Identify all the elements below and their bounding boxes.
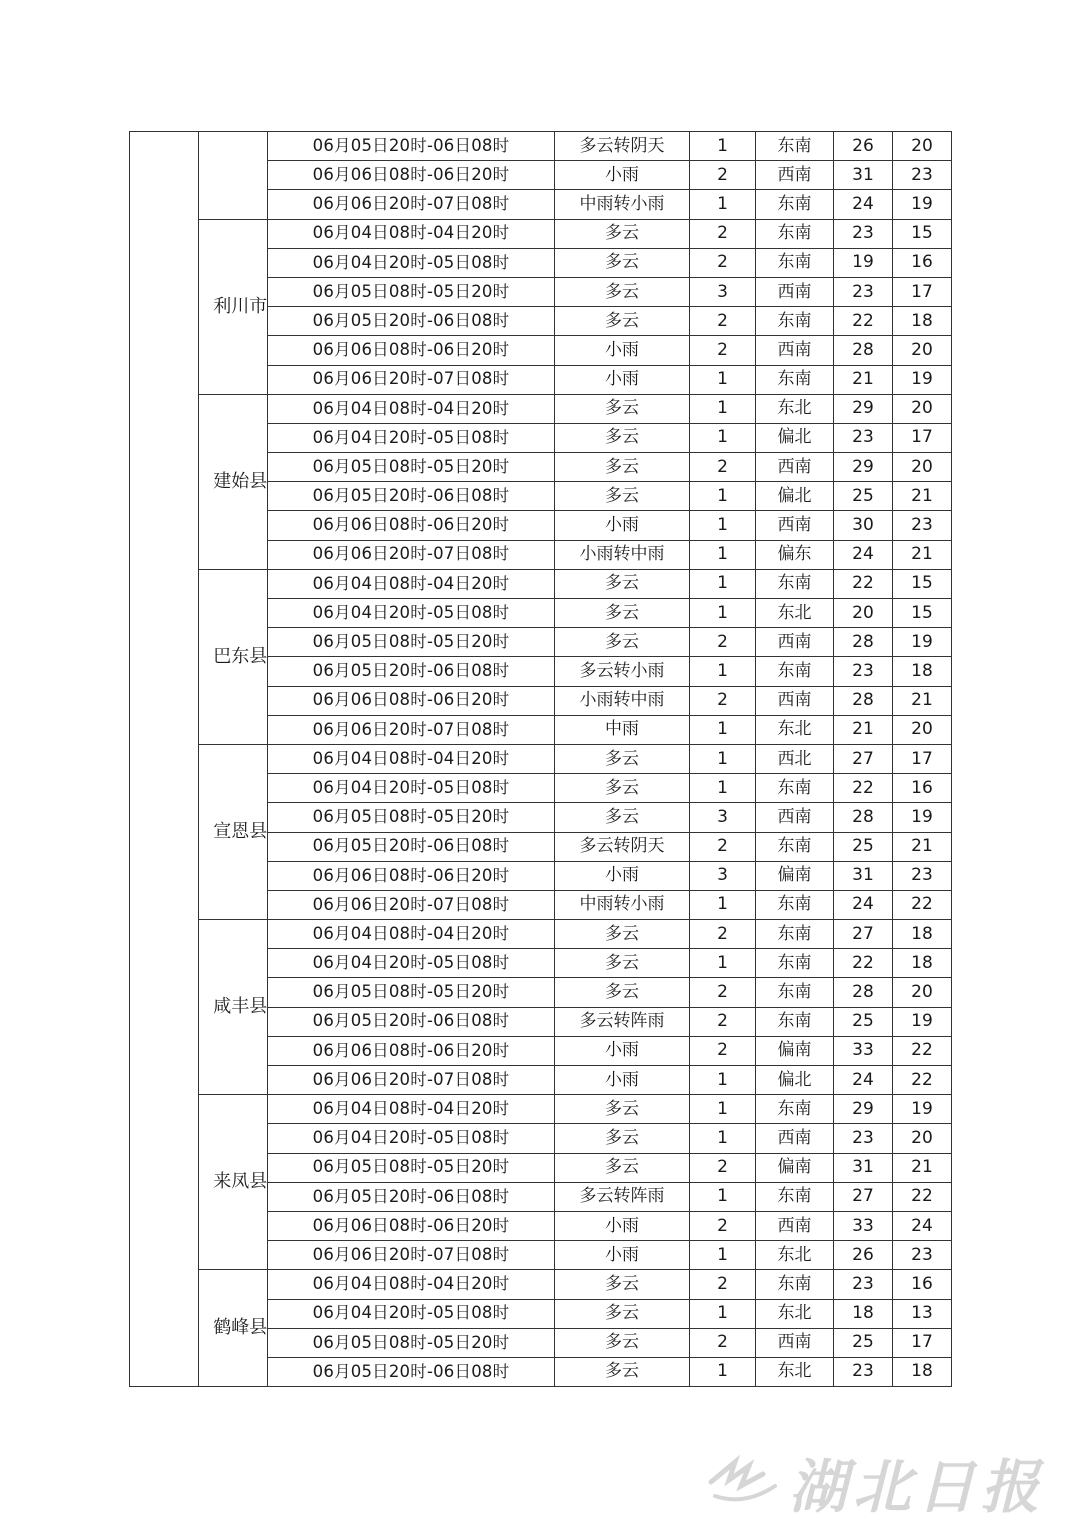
wind-direction-cell: 西南: [756, 628, 834, 657]
wind-level-cell: 1: [690, 715, 756, 744]
weather-cell: 多云: [555, 277, 690, 306]
weather-cell: 多云转阵雨: [555, 1182, 690, 1211]
wind-level-cell: 1: [690, 890, 756, 919]
wind-level-cell: 2: [690, 1153, 756, 1182]
max-temp-cell: 23: [834, 219, 893, 248]
forecast-period-cell: 06月05日20时-06日08时: [268, 482, 555, 511]
min-temp-cell: 18: [893, 307, 952, 336]
weather-cell: 小雨: [555, 1036, 690, 1065]
max-temp-cell: 23: [834, 423, 893, 452]
county-cell: [199, 920, 268, 1095]
wind-direction-cell: 东北: [756, 599, 834, 628]
table-row: [130, 132, 952, 161]
wind-direction-cell: 东南: [756, 307, 834, 336]
wind-direction-cell: 西南: [756, 453, 834, 482]
weather-cell: 小雨: [555, 861, 690, 890]
max-temp-cell: 30: [834, 511, 893, 540]
max-temp-cell: 27: [834, 920, 893, 949]
weather-cell: 小雨: [555, 1241, 690, 1270]
county-cell: [199, 219, 268, 394]
weather-forecast-table: [129, 131, 952, 1387]
table-row: [130, 744, 952, 773]
forecast-period-cell: 06月04日20时-05日08时: [268, 774, 555, 803]
wind-level-cell: 2: [690, 920, 756, 949]
min-temp-cell: 15: [893, 599, 952, 628]
max-temp-cell: 29: [834, 453, 893, 482]
min-temp-cell: 18: [893, 1357, 952, 1386]
weather-cell: 多云: [555, 1153, 690, 1182]
min-temp-cell: 18: [893, 920, 952, 949]
wind-level-cell: 1: [690, 190, 756, 219]
wind-level-cell: 2: [690, 219, 756, 248]
min-temp-cell: 19: [893, 1007, 952, 1036]
forecast-period-cell: 06月06日20时-07日08时: [268, 365, 555, 394]
region-cell: [130, 132, 199, 1387]
forecast-period-cell: 06月05日08时-05日20时: [268, 1153, 555, 1182]
weather-cell: 多云: [555, 628, 690, 657]
wind-level-cell: 2: [690, 248, 756, 277]
wind-direction-cell: 东南: [756, 1182, 834, 1211]
table-row: [130, 394, 952, 423]
county-name: 宣恩县: [213, 821, 268, 842]
forecast-period-cell: 06月05日08时-05日20时: [268, 1328, 555, 1357]
max-temp-cell: 31: [834, 1153, 893, 1182]
max-temp-cell: 27: [834, 744, 893, 773]
table-body: [130, 132, 952, 1387]
weather-cell: 多云: [555, 1357, 690, 1386]
wind-level-cell: 1: [690, 1095, 756, 1124]
min-temp-cell: 19: [893, 190, 952, 219]
wind-direction-cell: 西北: [756, 744, 834, 773]
wind-level-cell: 1: [690, 365, 756, 394]
wind-level-cell: 1: [690, 132, 756, 161]
min-temp-cell: 19: [893, 365, 952, 394]
forecast-period-cell: 06月06日20时-07日08时: [268, 890, 555, 919]
wind-level-cell: 1: [690, 394, 756, 423]
wind-direction-cell: 东南: [756, 248, 834, 277]
wind-direction-cell: 西南: [756, 511, 834, 540]
min-temp-cell: 20: [893, 715, 952, 744]
max-temp-cell: 18: [834, 1299, 893, 1328]
forecast-period-cell: 06月05日08时-05日20时: [268, 803, 555, 832]
forecast-period-cell: 06月04日20时-05日08时: [268, 599, 555, 628]
wind-level-cell: 2: [690, 1270, 756, 1299]
wind-direction-cell: 东南: [756, 832, 834, 861]
min-temp-cell: 22: [893, 1182, 952, 1211]
forecast-period-cell: 06月04日20时-05日08时: [268, 423, 555, 452]
max-temp-cell: 23: [834, 277, 893, 306]
table-row: [130, 920, 952, 949]
weather-cell: 小雨转中雨: [555, 540, 690, 569]
min-temp-cell: 22: [893, 890, 952, 919]
forecast-period-cell: 06月04日20时-05日08时: [268, 1299, 555, 1328]
wind-direction-cell: 东南: [756, 920, 834, 949]
weather-cell: 多云: [555, 482, 690, 511]
wind-direction-cell: 偏南: [756, 1036, 834, 1065]
forecast-period-cell: 06月04日20时-05日08时: [268, 949, 555, 978]
wind-level-cell: 1: [690, 949, 756, 978]
wind-direction-cell: 东南: [756, 219, 834, 248]
wind-direction-cell: 东南: [756, 132, 834, 161]
weather-cell: 多云: [555, 920, 690, 949]
forecast-period-cell: 06月06日20时-07日08时: [268, 715, 555, 744]
max-temp-cell: 31: [834, 161, 893, 190]
wind-direction-cell: 偏东: [756, 540, 834, 569]
wind-level-cell: 2: [690, 307, 756, 336]
forecast-period-cell: 06月06日08时-06日20时: [268, 1211, 555, 1240]
min-temp-cell: 18: [893, 657, 952, 686]
min-temp-cell: 17: [893, 423, 952, 452]
wind-level-cell: 2: [690, 453, 756, 482]
wind-direction-cell: 偏南: [756, 1153, 834, 1182]
county-cell: [199, 1095, 268, 1270]
forecast-period-cell: 06月06日20时-07日08时: [268, 1241, 555, 1270]
county-name: 来凤县: [213, 1171, 268, 1193]
weather-cell: 小雨: [555, 365, 690, 394]
max-temp-cell: 21: [834, 365, 893, 394]
county-name: 鹤峰县: [213, 1317, 268, 1339]
wind-level-cell: 2: [690, 1211, 756, 1240]
max-temp-cell: 21: [834, 715, 893, 744]
min-temp-cell: 19: [893, 628, 952, 657]
min-temp-cell: 18: [893, 949, 952, 978]
county-name: 巴东县: [213, 645, 268, 667]
min-temp-cell: 20: [893, 336, 952, 365]
weather-cell: 多云: [555, 978, 690, 1007]
min-temp-cell: 23: [893, 861, 952, 890]
wind-direction-cell: 西南: [756, 277, 834, 306]
wind-level-cell: 3: [690, 803, 756, 832]
min-temp-cell: 19: [893, 803, 952, 832]
max-temp-cell: 24: [834, 540, 893, 569]
min-temp-cell: 21: [893, 482, 952, 511]
min-temp-cell: 17: [893, 277, 952, 306]
min-temp-cell: 20: [893, 453, 952, 482]
table-row: [130, 1095, 952, 1124]
forecast-period-cell: 06月05日20时-06日08时: [268, 307, 555, 336]
wind-level-cell: 2: [690, 628, 756, 657]
max-temp-cell: 22: [834, 307, 893, 336]
min-temp-cell: 24: [893, 1211, 952, 1240]
max-temp-cell: 28: [834, 686, 893, 715]
table-row: [130, 1270, 952, 1299]
max-temp-cell: 19: [834, 248, 893, 277]
weather-cell: 多云: [555, 744, 690, 773]
wind-level-cell: 1: [690, 1357, 756, 1386]
wind-direction-cell: 西南: [756, 686, 834, 715]
max-temp-cell: 20: [834, 599, 893, 628]
wind-direction-cell: 东南: [756, 569, 834, 598]
forecast-period-cell: 06月04日08时-04日20时: [268, 744, 555, 773]
max-temp-cell: 25: [834, 832, 893, 861]
county-cell: [199, 394, 268, 569]
wind-direction-cell: 东南: [756, 978, 834, 1007]
max-temp-cell: 28: [834, 336, 893, 365]
wind-direction-cell: 东南: [756, 190, 834, 219]
wind-level-cell: 2: [690, 1036, 756, 1065]
forecast-period-cell: 06月06日08时-06日20时: [268, 1036, 555, 1065]
forecast-period-cell: 06月04日20时-05日08时: [268, 248, 555, 277]
wind-level-cell: 1: [690, 540, 756, 569]
max-temp-cell: 23: [834, 1357, 893, 1386]
wind-level-cell: 1: [690, 1124, 756, 1153]
wind-level-cell: 1: [690, 657, 756, 686]
weather-cell: 小雨: [555, 511, 690, 540]
wind-level-cell: 2: [690, 978, 756, 1007]
wind-direction-cell: 西南: [756, 803, 834, 832]
weather-cell: 小雨: [555, 161, 690, 190]
forecast-period-cell: 06月05日08时-05日20时: [268, 978, 555, 1007]
min-temp-cell: 20: [893, 394, 952, 423]
forecast-period-cell: 06月06日20时-07日08时: [268, 1066, 555, 1095]
wind-level-cell: 1: [690, 482, 756, 511]
wind-direction-cell: 西南: [756, 1211, 834, 1240]
weather-cell: 多云: [555, 423, 690, 452]
wind-direction-cell: 西南: [756, 1124, 834, 1153]
wind-direction-cell: 偏北: [756, 482, 834, 511]
weather-cell: 多云转阵雨: [555, 1007, 690, 1036]
min-temp-cell: 21: [893, 540, 952, 569]
forecast-period-cell: 06月05日20时-06日08时: [268, 657, 555, 686]
min-temp-cell: 19: [893, 1095, 952, 1124]
weather-cell: 多云: [555, 803, 690, 832]
wind-level-cell: 1: [690, 1299, 756, 1328]
max-temp-cell: 28: [834, 978, 893, 1007]
max-temp-cell: 28: [834, 803, 893, 832]
forecast-period-cell: 06月04日08时-04日20时: [268, 394, 555, 423]
wind-direction-cell: 西南: [756, 161, 834, 190]
max-temp-cell: 24: [834, 190, 893, 219]
weather-cell: 多云: [555, 307, 690, 336]
wind-level-cell: 1: [690, 569, 756, 598]
county-cell: [199, 1270, 268, 1387]
wind-direction-cell: 东南: [756, 1270, 834, 1299]
forecast-period-cell: 06月05日20时-06日08时: [268, 1007, 555, 1036]
forecast-period-cell: 06月05日20时-06日08时: [268, 1357, 555, 1386]
county-name: 利川市: [213, 295, 268, 317]
max-temp-cell: 28: [834, 628, 893, 657]
max-temp-cell: 26: [834, 1241, 893, 1270]
county-cell: [199, 569, 268, 744]
forecast-period-cell: 06月05日08时-05日20时: [268, 277, 555, 306]
wind-direction-cell: 偏北: [756, 423, 834, 452]
max-temp-cell: 23: [834, 657, 893, 686]
table-row: [130, 219, 952, 248]
min-temp-cell: 20: [893, 132, 952, 161]
max-temp-cell: 29: [834, 394, 893, 423]
weather-cell: 多云: [555, 1095, 690, 1124]
min-temp-cell: 20: [893, 1124, 952, 1153]
wind-level-cell: 2: [690, 336, 756, 365]
min-temp-cell: 16: [893, 1270, 952, 1299]
wind-level-cell: 2: [690, 832, 756, 861]
weather-cell: 多云转阴天: [555, 832, 690, 861]
weather-cell: 多云转阴天: [555, 132, 690, 161]
weather-cell: 多云: [555, 1124, 690, 1153]
wind-level-cell: 1: [690, 423, 756, 452]
forecast-period-cell: 06月04日08时-04日20时: [268, 1095, 555, 1124]
wind-level-cell: 1: [690, 1182, 756, 1211]
wind-direction-cell: 东北: [756, 715, 834, 744]
max-temp-cell: 25: [834, 1328, 893, 1357]
wind-level-cell: 1: [690, 1241, 756, 1270]
wind-level-cell: 1: [690, 744, 756, 773]
weather-cell: 多云: [555, 599, 690, 628]
forecast-period-cell: 06月04日20时-05日08时: [268, 1124, 555, 1153]
max-temp-cell: 23: [834, 1124, 893, 1153]
wind-direction-cell: 东南: [756, 890, 834, 919]
wind-level-cell: 1: [690, 511, 756, 540]
max-temp-cell: 22: [834, 949, 893, 978]
min-temp-cell: 23: [893, 511, 952, 540]
max-temp-cell: 31: [834, 861, 893, 890]
forecast-period-cell: 06月06日08时-06日20时: [268, 161, 555, 190]
wind-direction-cell: 东南: [756, 1095, 834, 1124]
wind-direction-cell: 东北: [756, 394, 834, 423]
max-temp-cell: 22: [834, 774, 893, 803]
min-temp-cell: 15: [893, 569, 952, 598]
county-cell: [199, 132, 268, 220]
weather-cell: 小雨: [555, 336, 690, 365]
max-temp-cell: 24: [834, 890, 893, 919]
county-cell: [199, 744, 268, 919]
wind-direction-cell: 东南: [756, 774, 834, 803]
min-temp-cell: 21: [893, 1153, 952, 1182]
min-temp-cell: 13: [893, 1299, 952, 1328]
table-row: [130, 569, 952, 598]
wind-direction-cell: 西南: [756, 1328, 834, 1357]
weather-cell: 多云: [555, 248, 690, 277]
wind-direction-cell: 东北: [756, 1357, 834, 1386]
weather-cell: 小雨: [555, 1211, 690, 1240]
weather-cell: 小雨转中雨: [555, 686, 690, 715]
max-temp-cell: 33: [834, 1036, 893, 1065]
weather-cell: 中雨转小雨: [555, 890, 690, 919]
max-temp-cell: 22: [834, 569, 893, 598]
wind-direction-cell: 东北: [756, 1241, 834, 1270]
wind-level-cell: 3: [690, 277, 756, 306]
watermark: [705, 1440, 1065, 1520]
weather-cell: 多云: [555, 949, 690, 978]
forecast-period-cell: 06月05日08时-05日20时: [268, 453, 555, 482]
wind-level-cell: 2: [690, 1007, 756, 1036]
weather-cell: 小雨: [555, 1066, 690, 1095]
max-temp-cell: 25: [834, 482, 893, 511]
forecast-period-cell: 06月06日20时-07日08时: [268, 540, 555, 569]
weather-cell: 多云: [555, 453, 690, 482]
weather-cell: 多云: [555, 774, 690, 803]
forecast-period-cell: 06月04日08时-04日20时: [268, 1270, 555, 1299]
min-temp-cell: 17: [893, 744, 952, 773]
forecast-period-cell: 06月06日08时-06日20时: [268, 861, 555, 890]
weather-cell: 多云: [555, 1299, 690, 1328]
wind-direction-cell: 偏南: [756, 861, 834, 890]
wind-direction-cell: 东南: [756, 657, 834, 686]
max-temp-cell: 23: [834, 1270, 893, 1299]
forecast-period-cell: 06月04日08时-04日20时: [268, 569, 555, 598]
wind-level-cell: 2: [690, 161, 756, 190]
max-temp-cell: 26: [834, 132, 893, 161]
weather-cell: 多云: [555, 1270, 690, 1299]
min-temp-cell: 17: [893, 1328, 952, 1357]
max-temp-cell: 24: [834, 1066, 893, 1095]
weather-cell: 多云: [555, 1328, 690, 1357]
forecast-period-cell: 06月05日20时-06日08时: [268, 832, 555, 861]
max-temp-cell: 27: [834, 1182, 893, 1211]
weather-cell: 多云: [555, 394, 690, 423]
forecast-period-cell: 06月06日08时-06日20时: [268, 336, 555, 365]
wind-direction-cell: 西南: [756, 336, 834, 365]
max-temp-cell: 25: [834, 1007, 893, 1036]
min-temp-cell: 21: [893, 832, 952, 861]
forecast-period-cell: 06月04日08时-04日20时: [268, 920, 555, 949]
min-temp-cell: 21: [893, 686, 952, 715]
min-temp-cell: 15: [893, 219, 952, 248]
wind-level-cell: 2: [690, 1328, 756, 1357]
forecast-period-cell: 06月04日08时-04日20时: [268, 219, 555, 248]
min-temp-cell: 16: [893, 774, 952, 803]
wind-direction-cell: 东南: [756, 365, 834, 394]
weather-cell: 中雨转小雨: [555, 190, 690, 219]
wind-level-cell: 1: [690, 774, 756, 803]
forecast-period-cell: 06月06日08时-06日20时: [268, 686, 555, 715]
wind-direction-cell: 东南: [756, 949, 834, 978]
wind-direction-cell: 东北: [756, 1299, 834, 1328]
wind-level-cell: 1: [690, 1066, 756, 1095]
min-temp-cell: 22: [893, 1066, 952, 1095]
wind-level-cell: 1: [690, 599, 756, 628]
wind-level-cell: 2: [690, 686, 756, 715]
weather-cell: 多云: [555, 219, 690, 248]
wind-direction-cell: 偏北: [756, 1066, 834, 1095]
wind-direction-cell: 东南: [756, 1007, 834, 1036]
forecast-period-cell: 06月06日20时-07日08时: [268, 190, 555, 219]
min-temp-cell: 20: [893, 978, 952, 1007]
forecast-period-cell: 06月05日08时-05日20时: [268, 628, 555, 657]
hubei-daily-logo-icon: [705, 1452, 785, 1512]
forecast-period-cell: 06月06日08时-06日20时: [268, 511, 555, 540]
forecast-period-cell: 06月05日20时-06日08时: [268, 132, 555, 161]
min-temp-cell: 23: [893, 1241, 952, 1270]
max-temp-cell: 29: [834, 1095, 893, 1124]
weather-cell: 多云转小雨: [555, 657, 690, 686]
watermark-text: 湖北日报: [789, 1453, 1046, 1521]
min-temp-cell: 22: [893, 1036, 952, 1065]
forecast-period-cell: 06月05日20时-06日08时: [268, 1182, 555, 1211]
county-name: 建始县: [213, 470, 268, 492]
weather-cell: 多云: [555, 569, 690, 598]
weather-cell: 中雨: [555, 715, 690, 744]
county-name: 咸丰县: [213, 996, 268, 1018]
max-temp-cell: 33: [834, 1211, 893, 1240]
min-temp-cell: 16: [893, 248, 952, 277]
wind-level-cell: 3: [690, 861, 756, 890]
min-temp-cell: 23: [893, 161, 952, 190]
